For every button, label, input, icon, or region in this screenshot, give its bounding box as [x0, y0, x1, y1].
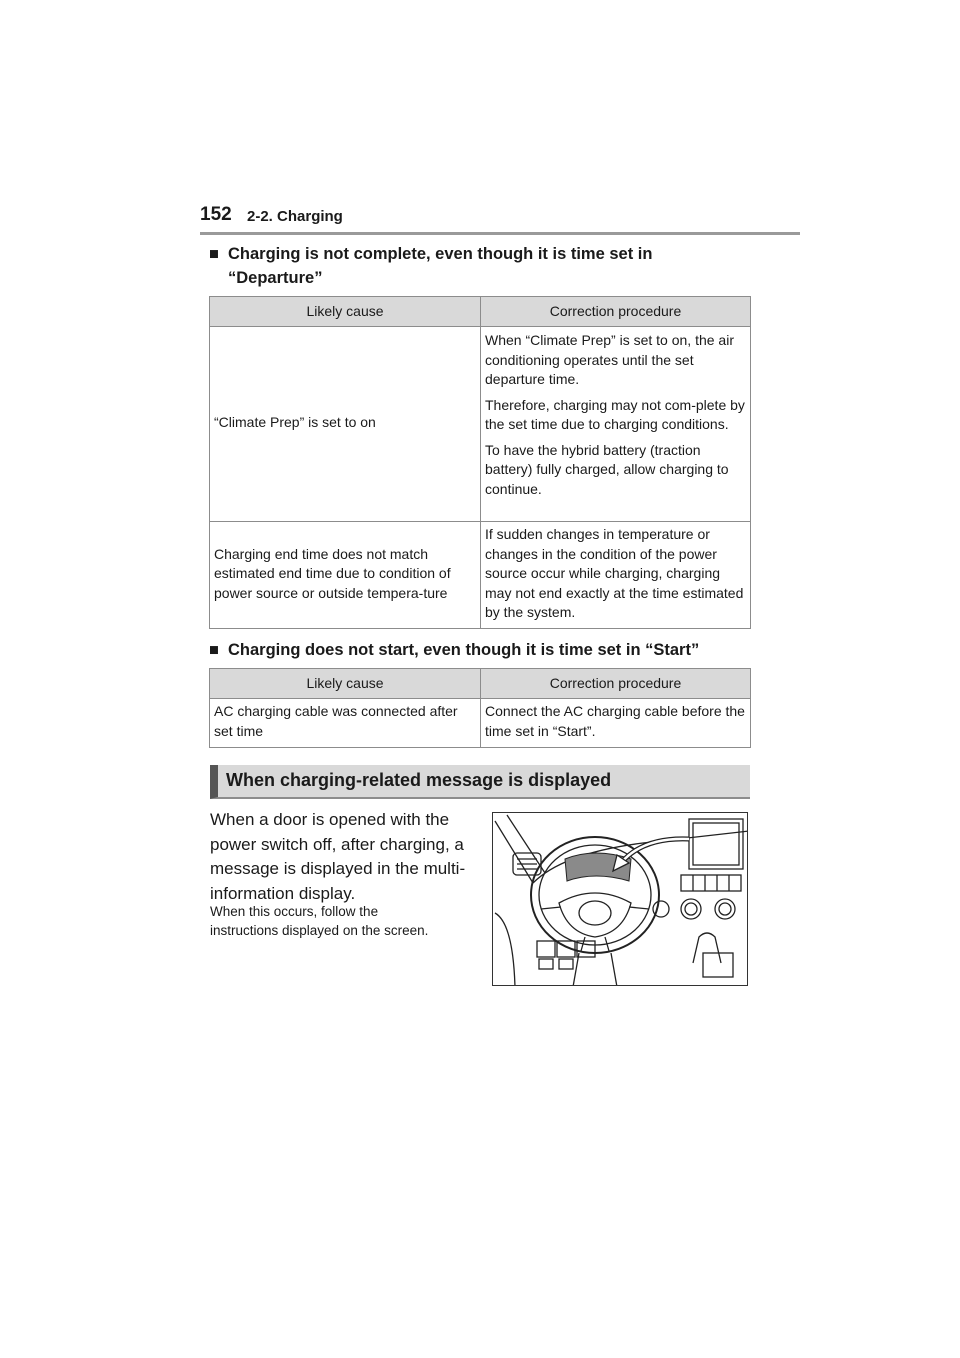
start-cause-table	[209, 668, 751, 748]
subsection-heading-start	[209, 638, 699, 662]
subsection-heading-line1: Charging is not complete, even though it is time set in	[228, 245, 653, 263]
column-header-procedure: Correction procedure	[481, 297, 751, 327]
section-label: 2-2. Charging	[247, 208, 343, 225]
subsection-heading-line2: “Departure”	[228, 269, 323, 287]
table-row	[210, 327, 751, 522]
header-rule	[200, 232, 800, 235]
procedure-paragraph: To have the hybrid battery (traction battery) fully charged, allow charging to continue.	[485, 441, 729, 497]
procedure-cell: If sudden changes in temperature or changes in the condition of the power source occur while charging, charging may not end exactly at the time estimated by the system.	[481, 522, 751, 629]
procedure-cell	[481, 327, 751, 522]
procedure-cell: Connect the AC charging cable before the time set in “Start”.	[481, 699, 751, 748]
table-row	[210, 699, 751, 748]
procedure-paragraph: When “Climate Prep” is set to on, the air conditioning operates until the set departure time.	[485, 332, 734, 387]
section-banner	[210, 765, 750, 799]
steering-wheel-cockpit-illustration	[492, 812, 748, 986]
cause-cell: AC charging cable was connected after set time	[210, 699, 481, 748]
column-header-procedure: Correction procedure	[481, 669, 751, 699]
section-note-text: When this occurs, follow the instructions displayed on the screen.	[210, 904, 429, 938]
square-bullet-icon: ■	[209, 641, 219, 659]
procedure-paragraph: Therefore, charging may not com-plete by the set time due to charging conditions.	[485, 396, 745, 432]
subsection-heading-departure	[209, 242, 652, 290]
subsection-heading-title: Charging does not start, even though it is time set in “Start”	[228, 641, 700, 659]
column-header-cause: Likely cause	[210, 669, 481, 699]
table-header-row	[210, 669, 751, 699]
section-title: When charging-related message is displayed	[226, 770, 612, 790]
table-row	[210, 522, 751, 629]
column-header-cause: Likely cause	[210, 297, 481, 327]
departure-cause-table	[209, 296, 751, 629]
cause-cell: “Climate Prep” is set to on	[210, 327, 481, 522]
square-bullet-icon: ■	[209, 245, 219, 263]
cause-cell: Charging end time does not match estimated end time due to condition of power source or outside tempera-ture	[210, 522, 481, 629]
section-body-text: When a door is opened with the power switch off, after charging, a message is displayed in the multi-information display.	[210, 810, 466, 903]
table-header-row	[210, 297, 751, 327]
cockpit-drawing	[493, 813, 748, 986]
page-number: 152	[200, 204, 232, 225]
